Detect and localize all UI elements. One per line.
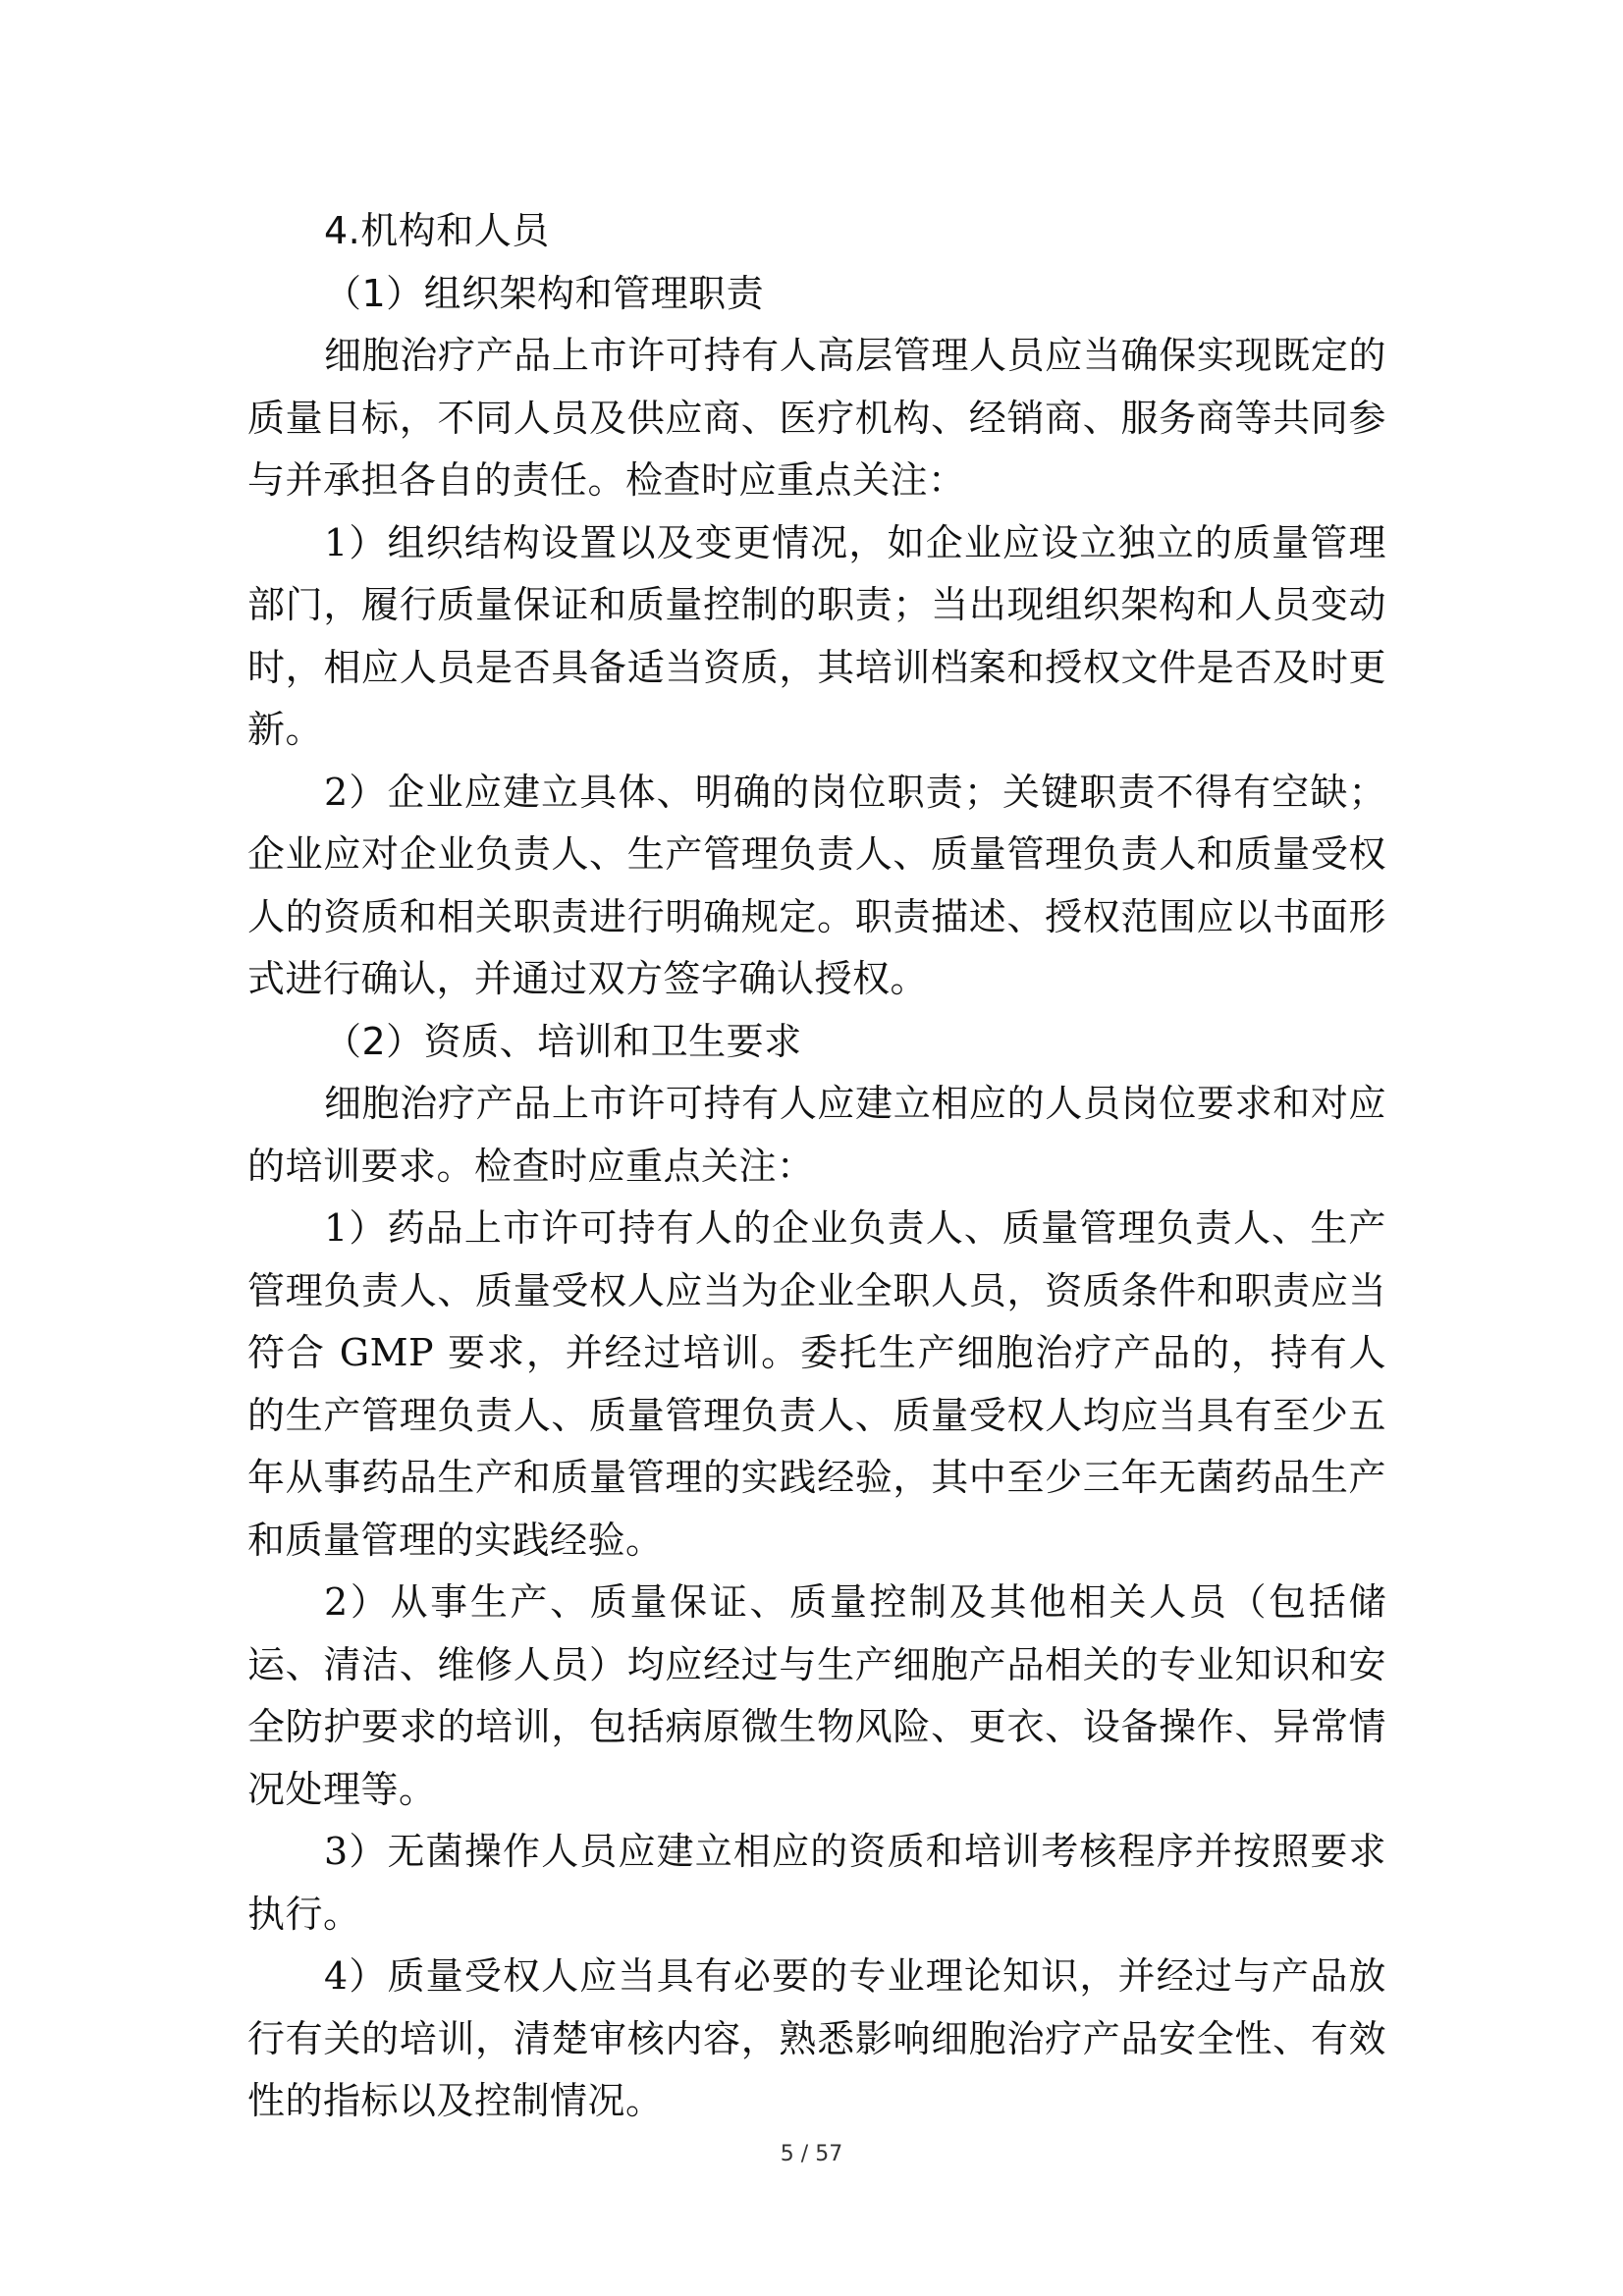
subsection-1-item-1: 1）组织结构设置以及变更情况，如企业应设立独立的质量管理部门，履行质量保证和质量控制的职责；当出现组织架构和人员变动时，相应人员是否具备适当资质，其培训档案和授权文件是否及时更新。	[247, 520, 1386, 751]
subsection-2-item-2: 2）从事生产、质量保证、质量控制及其他相关人员（包括储运、清洁、维修人员）均应经过与生产细胞产品相关的专业知识和安全防护要求的培训，包括病原微生物风险、更衣、设备操作、异常情况处理等。	[247, 1580, 1386, 1811]
page-number: 5 / 57	[780, 2142, 843, 2166]
subsection-1-title: （1）组织架构和管理职责	[324, 271, 765, 315]
subsection-2-item-3: 3）无菌操作人员应建立相应的资质和培训考核程序并按照要求执行。	[247, 1830, 1386, 1936]
subsection-2-item-4: 4）质量受权人应当具有必要的专业理论知识，并经过与产品放行有关的培训，清楚审核内容，熟悉影响细胞治疗产品安全性、有效性的指标以及控制情况。	[247, 1954, 1386, 2122]
subsection-2-intro: 细胞治疗产品上市许可持有人应建立相应的人员岗位要求和对应的培训要求。检查时应重点关注：	[247, 1082, 1386, 1188]
section-title: 4.机构和人员	[324, 209, 550, 252]
subsection-1-item-2: 2）企业应建立具体、明确的岗位职责；关键职责不得有空缺；企业应对企业负责人、生产管理负责人、质量管理负责人和质量受权人的资质和相关职责进行明确规定。职责描述、授权范围应以书面形式进行确认，并通过双方签字确认授权。	[247, 770, 1386, 1000]
subsection-2-item-1: 1）药品上市许可持有人的企业负责人、质量管理负责人、生产管理负责人、质量受权人应当为企业全职人员，资质条件和职责应当符合 GMP 要求，并经过培训。委托生产细胞治疗产品的，持有人的生产管理负责人、质量管理负责人、质量受权人均应当具有至少五年从事药品生产和质量管理的实践经验，其中至少三年无菌药品生产和质量管理的实践经验。	[247, 1206, 1386, 1562]
document-body	[247, 200, 1386, 2133]
subsection-2-title: （2）资质、培训和卫生要求	[324, 1019, 802, 1063]
subsection-1-intro: 细胞治疗产品上市许可持有人高层管理人员应当确保实现既定的质量目标，不同人员及供应商、医疗机构、经销商、服务商等共同参与并承担各自的责任。检查时应重点关注：	[247, 334, 1386, 502]
